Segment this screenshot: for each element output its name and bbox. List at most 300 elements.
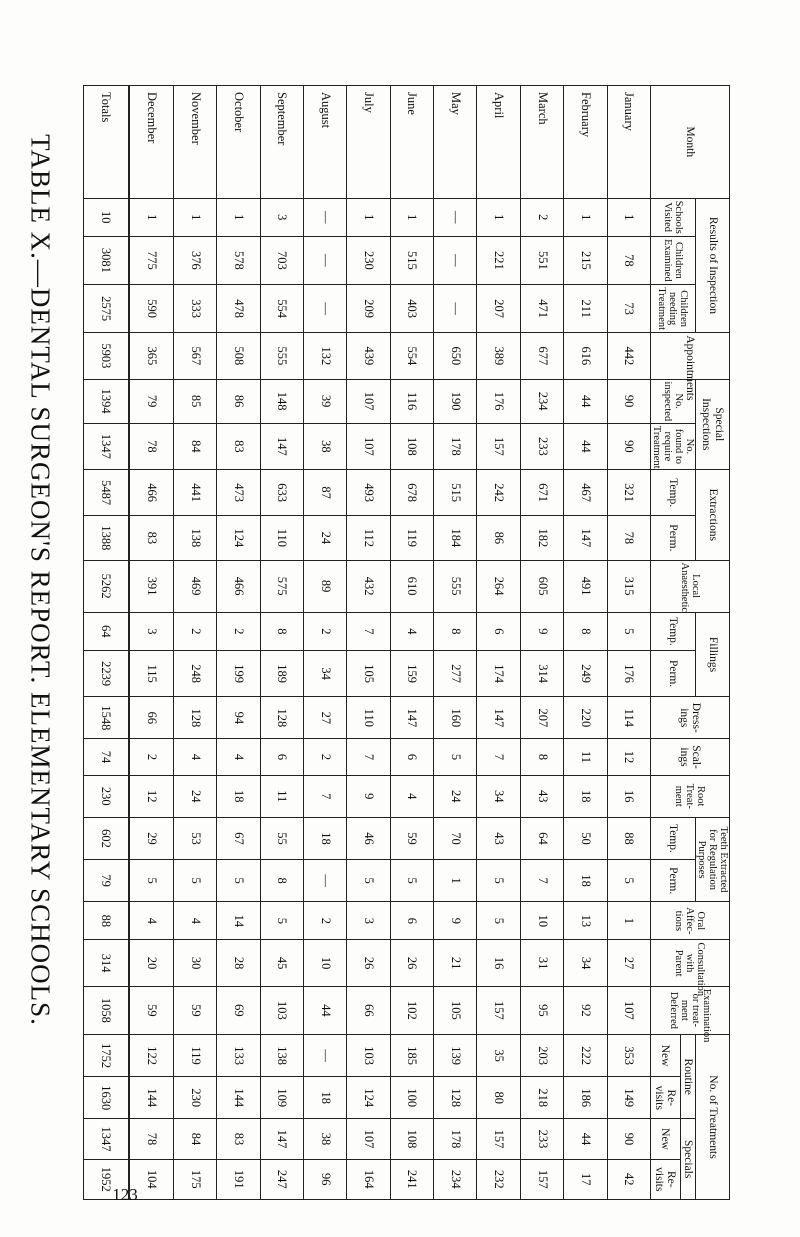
data-cell: 7 [520, 860, 563, 902]
data-cell: 122 [129, 1034, 174, 1076]
header-consultation-parent: Consultation with Parent [650, 940, 729, 986]
table-header [650, 86, 729, 1200]
data-cell: 184 [434, 516, 477, 560]
data-cell: 9 [520, 612, 563, 650]
data-cell: 551 [520, 236, 563, 284]
data-cell: 78 [129, 423, 174, 469]
data-cell: 775 [129, 236, 174, 284]
header-routine-new: New [650, 1034, 680, 1076]
data-cell: 10 [520, 902, 563, 940]
month-cell: October [217, 86, 260, 199]
data-cell: 24 [434, 775, 477, 817]
data-cell: 242 [477, 470, 520, 516]
month-cell: November [173, 86, 216, 199]
data-cell: 7 [304, 775, 347, 817]
data-cell: 5 [607, 612, 650, 650]
data-cell: 264 [477, 560, 520, 612]
data-cell: 18 [304, 817, 347, 859]
data-cell: 95 [520, 986, 563, 1034]
data-cell: 18 [564, 775, 607, 817]
data-cell: 5 [173, 860, 216, 902]
data-cell: 633 [260, 470, 303, 516]
data-cell: 44 [564, 423, 607, 469]
data-cell: 17 [564, 1159, 607, 1199]
data-cell: 1 [607, 198, 650, 236]
data-cell: — [304, 1034, 347, 1076]
data-cell: 391 [129, 560, 174, 612]
data-cell: 2 [129, 739, 174, 775]
data-cell: 186 [564, 1077, 607, 1119]
data-cell: 59 [129, 986, 174, 1034]
data-cell: 441 [173, 470, 216, 516]
table-row [477, 86, 520, 1200]
data-cell: 333 [173, 285, 216, 333]
header-fillings: Fillings [695, 612, 729, 696]
data-cell: 38 [304, 423, 347, 469]
total-cell: 1388 [84, 516, 129, 560]
month-cell: September [260, 86, 303, 199]
data-cell: 241 [390, 1159, 433, 1199]
data-cell: 110 [260, 516, 303, 560]
data-cell: 234 [520, 379, 563, 423]
data-cell: 132 [304, 333, 347, 379]
data-cell: 5 [477, 860, 520, 902]
data-cell: 432 [347, 560, 390, 612]
data-cell: 18 [564, 860, 607, 902]
data-cell: 133 [217, 1034, 260, 1076]
data-cell: 124 [347, 1077, 390, 1119]
data-cell: 46 [347, 817, 390, 859]
data-cell: 9 [434, 902, 477, 940]
data-cell: 2 [304, 902, 347, 940]
header-regulation-temp: Temp. [650, 817, 695, 859]
total-cell: 230 [84, 775, 129, 817]
data-cell: 8 [260, 612, 303, 650]
data-cell: 102 [390, 986, 433, 1034]
data-cell: 13 [564, 902, 607, 940]
data-cell: 567 [173, 333, 216, 379]
table-body [84, 86, 651, 1200]
data-cell: 148 [260, 379, 303, 423]
data-cell: 466 [129, 470, 174, 516]
data-cell: 160 [434, 697, 477, 739]
total-cell: 5487 [84, 470, 129, 516]
total-cell: 1752 [84, 1034, 129, 1076]
data-cell: 493 [347, 470, 390, 516]
data-cell: 109 [260, 1077, 303, 1119]
total-cell: 1347 [84, 1119, 129, 1159]
data-cell: 78 [607, 236, 650, 284]
data-cell: 86 [477, 516, 520, 560]
header-no-require-treatment: No. found to require Treatment [650, 423, 695, 469]
data-cell: 508 [217, 333, 260, 379]
data-cell: 35 [477, 1034, 520, 1076]
data-cell: 466 [217, 560, 260, 612]
data-cell: 473 [217, 470, 260, 516]
data-cell: 8 [520, 739, 563, 775]
data-cell: 94 [217, 697, 260, 739]
month-cell: May [434, 86, 477, 199]
data-cell: 4 [173, 902, 216, 940]
data-cell: 232 [477, 1159, 520, 1199]
data-cell: 3 [129, 612, 174, 650]
data-cell: 5 [477, 902, 520, 940]
data-cell: 34 [564, 940, 607, 986]
data-cell: — [304, 236, 347, 284]
data-cell: 365 [129, 333, 174, 379]
header-local-anaesthetic: Local Anaesthetic [650, 560, 729, 612]
data-cell: 105 [347, 650, 390, 696]
data-cell: 50 [564, 817, 607, 859]
data-cell: 73 [607, 285, 650, 333]
header-extractions: Extractions [695, 470, 729, 560]
data-cell: 6 [390, 902, 433, 940]
data-cell: 27 [304, 697, 347, 739]
data-cell: 233 [520, 423, 563, 469]
data-cell: 6 [390, 739, 433, 775]
data-cell: 147 [260, 423, 303, 469]
data-cell: 128 [260, 697, 303, 739]
total-cell: 64 [84, 612, 129, 650]
data-cell: 26 [390, 940, 433, 986]
header-teeth-extracted-regulation: Teeth Extracted for Regulation Purposes [695, 817, 729, 901]
data-cell: — [304, 198, 347, 236]
data-cell: 2 [173, 612, 216, 650]
data-cell: 234 [434, 1159, 477, 1199]
data-cell: 108 [390, 1119, 433, 1159]
data-cell: 16 [477, 940, 520, 986]
data-cell: 90 [607, 423, 650, 469]
header-root-treatment: Root Treat-ment [650, 775, 729, 817]
table-row [564, 86, 607, 1200]
data-cell: 44 [564, 1119, 607, 1159]
data-cell: 4 [390, 612, 433, 650]
total-cell: 1630 [84, 1077, 129, 1119]
header-dressings: Dress-ings [650, 697, 729, 739]
header-extractions-perm: Perm. [650, 516, 695, 560]
month-cell: July [347, 86, 390, 199]
data-cell: 2 [304, 612, 347, 650]
data-cell: 43 [520, 775, 563, 817]
data-cell: 45 [260, 940, 303, 986]
data-cell: 138 [260, 1034, 303, 1076]
data-cell: 248 [173, 650, 216, 696]
data-cell: 211 [564, 285, 607, 333]
table-row [434, 86, 477, 1200]
data-cell: 5 [434, 739, 477, 775]
data-cell: 12 [129, 775, 174, 817]
data-cell: 157 [477, 423, 520, 469]
data-cell: 4 [390, 775, 433, 817]
data-cell: 376 [173, 236, 216, 284]
data-cell: — [304, 285, 347, 333]
data-cell: 107 [347, 1119, 390, 1159]
header-no-of-treatments: No. of Treatments [695, 1034, 729, 1199]
total-cell: 1058 [84, 986, 129, 1034]
data-cell: 176 [477, 379, 520, 423]
month-cell: June [390, 86, 433, 199]
header-month: Month [650, 86, 729, 199]
data-cell: 100 [390, 1077, 433, 1119]
data-cell: 554 [390, 333, 433, 379]
total-cell: 10 [84, 198, 129, 236]
data-cell: — [434, 236, 477, 284]
data-cell: 554 [260, 285, 303, 333]
data-cell: 104 [129, 1159, 174, 1199]
data-cell: 189 [260, 650, 303, 696]
data-cell: 590 [129, 285, 174, 333]
data-cell: 3 [260, 198, 303, 236]
data-cell: 90 [607, 379, 650, 423]
data-cell: 321 [607, 470, 650, 516]
data-cell: 178 [434, 1119, 477, 1159]
data-cell: 164 [347, 1159, 390, 1199]
data-cell: 124 [217, 516, 260, 560]
total-cell: 602 [84, 817, 129, 859]
data-cell: — [304, 860, 347, 902]
header-results-of-inspection: Results of Inspection [695, 198, 729, 333]
data-cell: 9 [347, 775, 390, 817]
data-cell: 247 [260, 1159, 303, 1199]
page-number: 123 [112, 1185, 138, 1204]
header-children-examined: Children Examined [650, 236, 695, 284]
data-cell: 29 [129, 817, 174, 859]
data-cell: 439 [347, 333, 390, 379]
data-cell: 18 [217, 775, 260, 817]
data-cell: 159 [390, 650, 433, 696]
month-cell: August [304, 86, 347, 199]
data-cell: — [434, 285, 477, 333]
table-title: TABLE X.—DENTAL SURGEON'S REPORT. ELEMENTARY SCHOOLS. [25, 134, 56, 1026]
total-cell: 74 [84, 739, 129, 775]
header-children-needing-treatment: Children needing Treatment [650, 285, 695, 333]
data-cell: 53 [173, 817, 216, 859]
data-cell: 2 [304, 739, 347, 775]
data-cell: 175 [173, 1159, 216, 1199]
data-cell: 2 [217, 612, 260, 650]
data-cell: 14 [217, 902, 260, 940]
total-cell: 1394 [84, 379, 129, 423]
data-cell: 1 [129, 198, 174, 236]
data-cell: 24 [304, 516, 347, 560]
data-cell: 80 [477, 1077, 520, 1119]
data-cell: 112 [347, 516, 390, 560]
data-cell: 8 [260, 860, 303, 902]
data-cell: 314 [520, 650, 563, 696]
data-cell: 83 [217, 423, 260, 469]
data-cell: 157 [477, 1119, 520, 1159]
data-cell: 42 [607, 1159, 650, 1199]
data-cell: 5 [390, 860, 433, 902]
header-appointments: Appointments [650, 333, 729, 379]
data-cell: 147 [477, 697, 520, 739]
data-cell: 182 [520, 516, 563, 560]
data-cell: 5 [260, 902, 303, 940]
data-cell: 1 [477, 198, 520, 236]
data-cell: 39 [304, 379, 347, 423]
data-cell: 218 [520, 1077, 563, 1119]
data-cell: 66 [347, 986, 390, 1034]
total-cell: 3081 [84, 236, 129, 284]
data-cell: 11 [564, 739, 607, 775]
data-cell: 469 [173, 560, 216, 612]
data-cell: 83 [217, 1119, 260, 1159]
data-cell: 555 [434, 560, 477, 612]
data-cell: 96 [304, 1159, 347, 1199]
total-cell: 79 [84, 860, 129, 902]
header-specials: Specials [680, 1119, 695, 1200]
data-cell: 34 [304, 650, 347, 696]
data-cell: 107 [607, 986, 650, 1034]
data-cell: 1 [173, 198, 216, 236]
data-cell: 139 [434, 1034, 477, 1076]
data-cell: 199 [217, 650, 260, 696]
data-cell: 103 [260, 986, 303, 1034]
data-cell: 103 [347, 1034, 390, 1076]
data-cell: 69 [217, 986, 260, 1034]
data-cell: 5 [217, 860, 260, 902]
data-cell: 28 [217, 940, 260, 986]
header-fillings-perm: Perm. [650, 650, 695, 696]
data-cell: 105 [434, 986, 477, 1034]
data-cell: 207 [477, 285, 520, 333]
data-cell: 128 [434, 1077, 477, 1119]
total-cell: 314 [84, 940, 129, 986]
data-cell: 30 [173, 940, 216, 986]
data-cell: 149 [607, 1077, 650, 1119]
total-cell: 88 [84, 902, 129, 940]
data-cell: 6 [477, 612, 520, 650]
data-cell: 4 [129, 902, 174, 940]
header-extractions-temp: Temp. [650, 470, 695, 516]
data-cell: 2 [520, 198, 563, 236]
data-cell: 86 [217, 379, 260, 423]
data-cell: 178 [434, 423, 477, 469]
data-cell: 8 [434, 612, 477, 650]
data-cell: 478 [217, 285, 260, 333]
data-cell: 605 [520, 560, 563, 612]
data-cell: 555 [260, 333, 303, 379]
data-cell: 8 [564, 612, 607, 650]
data-cell: 88 [607, 817, 650, 859]
data-cell: 147 [564, 516, 607, 560]
data-cell: 1 [347, 198, 390, 236]
data-cell: 67 [217, 817, 260, 859]
data-cell: 64 [520, 817, 563, 859]
data-cell: 34 [477, 775, 520, 817]
data-cell: 128 [173, 697, 216, 739]
data-cell: 650 [434, 333, 477, 379]
data-cell: 671 [520, 470, 563, 516]
data-cell: 471 [520, 285, 563, 333]
data-cell: 249 [564, 650, 607, 696]
header-scalings: Scal-ings [650, 739, 729, 775]
data-cell: 89 [304, 560, 347, 612]
data-cell: 389 [477, 333, 520, 379]
data-cell: 31 [520, 940, 563, 986]
data-cell: 16 [607, 775, 650, 817]
data-cell: 147 [390, 697, 433, 739]
header-specials-new: New [650, 1119, 680, 1159]
data-cell: 678 [390, 470, 433, 516]
header-specials-revisits: Re-visits [650, 1159, 680, 1199]
data-cell: 207 [520, 697, 563, 739]
header-regulation-perm: Perm. [650, 860, 695, 902]
data-cell: 138 [173, 516, 216, 560]
data-cell: 220 [564, 697, 607, 739]
data-cell: 442 [607, 333, 650, 379]
data-cell: 230 [173, 1077, 216, 1119]
data-cell: 515 [390, 236, 433, 284]
data-cell: 114 [607, 697, 650, 739]
header-oral-affections: Oral Affec-tions [650, 902, 729, 940]
month-cell: December [129, 86, 174, 199]
data-cell: 233 [520, 1119, 563, 1159]
total-cell: 1548 [84, 697, 129, 739]
total-cell: 1952 [84, 1159, 129, 1199]
data-cell: 1 [607, 902, 650, 940]
data-cell: 119 [390, 516, 433, 560]
data-cell: 55 [260, 817, 303, 859]
data-cell: 84 [173, 1119, 216, 1159]
data-cell: 108 [390, 423, 433, 469]
data-cell: 107 [347, 379, 390, 423]
data-cell: 221 [477, 236, 520, 284]
data-cell: 157 [477, 986, 520, 1034]
data-cell: 157 [520, 1159, 563, 1199]
data-cell: 176 [607, 650, 650, 696]
data-cell: 59 [173, 986, 216, 1034]
data-cell: 7 [347, 612, 390, 650]
data-cell: 315 [607, 560, 650, 612]
data-cell: 11 [260, 775, 303, 817]
data-cell: 7 [477, 739, 520, 775]
data-cell: 90 [607, 1119, 650, 1159]
data-cell: 83 [129, 516, 174, 560]
data-cell: 403 [390, 285, 433, 333]
totals-label: Totals [84, 86, 129, 199]
data-cell: 1 [564, 198, 607, 236]
data-cell: 578 [217, 236, 260, 284]
month-cell: February [564, 86, 607, 199]
total-cell: 1347 [84, 423, 129, 469]
data-cell: 38 [304, 1119, 347, 1159]
data-cell: 230 [347, 236, 390, 284]
table-row [390, 86, 433, 1200]
data-cell: 6 [260, 739, 303, 775]
data-cell: 92 [564, 986, 607, 1034]
data-cell: 144 [217, 1077, 260, 1119]
data-cell: 43 [477, 817, 520, 859]
total-cell: 2575 [84, 285, 129, 333]
data-cell: 85 [173, 379, 216, 423]
data-cell: 78 [129, 1119, 174, 1159]
data-cell: 703 [260, 236, 303, 284]
data-cell: 491 [564, 560, 607, 612]
data-cell: 185 [390, 1034, 433, 1076]
data-cell: 215 [564, 236, 607, 284]
data-cell: 78 [607, 516, 650, 560]
data-cell: 24 [173, 775, 216, 817]
data-cell: 5 [347, 860, 390, 902]
data-cell: 44 [564, 379, 607, 423]
total-cell: 2239 [84, 650, 129, 696]
header-no-inspected: No. inspected [650, 379, 695, 423]
data-cell: 467 [564, 470, 607, 516]
data-cell: 7 [347, 739, 390, 775]
month-cell: March [520, 86, 563, 199]
data-cell: 1 [217, 198, 260, 236]
